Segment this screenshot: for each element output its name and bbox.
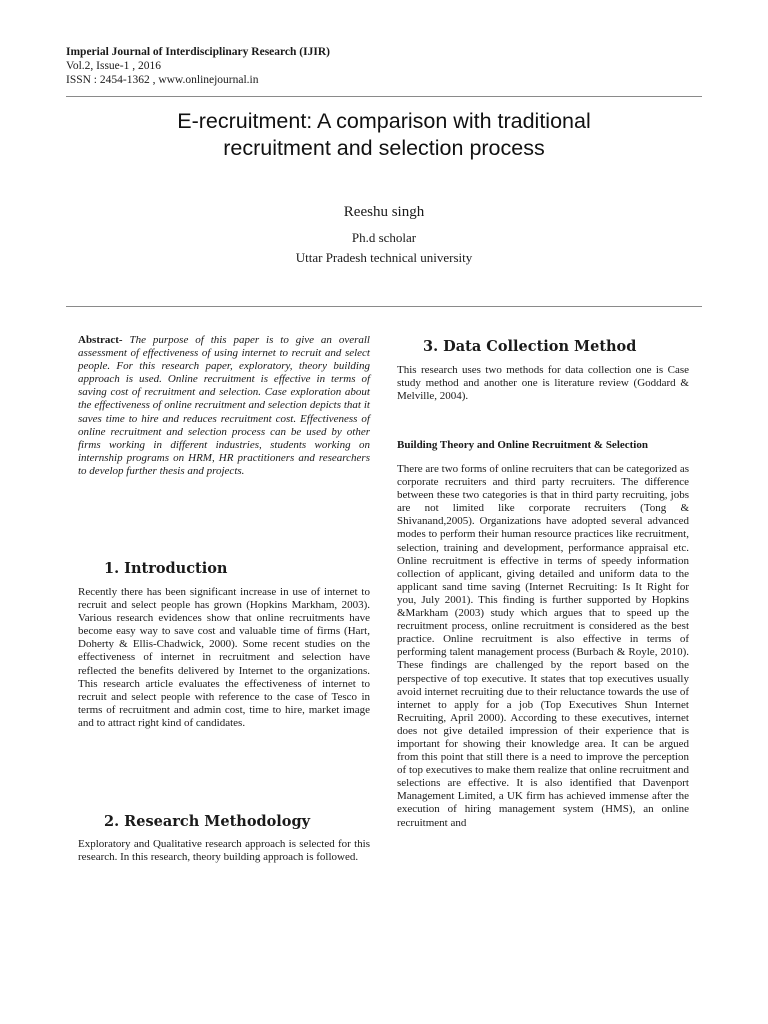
- journal-name: Imperial Journal of Interdisciplinary Research (IJIR): [66, 46, 330, 58]
- introduction-heading: 1. Introduction: [104, 560, 228, 577]
- title-divider: [66, 306, 702, 307]
- abstract-label: Abstract-: [78, 334, 123, 346]
- header-divider: [66, 96, 702, 97]
- data-collection-heading: 3. Data Collection Method: [423, 338, 637, 355]
- journal-volume: Vol.2, Issue-1 , 2016: [66, 60, 161, 72]
- methodology-heading: 2. Research Methodology: [104, 813, 311, 830]
- abstract-text: The purpose of this paper is to give an overall assessment of effectiveness of using internet to recruit and select people. For this research paper, exploratory, theory building approach is used. Online recruitment is effective in terms of saving cost of recruitment and selection. Case exploration about the effectiveness of online recruitment and selection depicts that it saves time to hire and reduces recruitment cost. Effectiveness of online recruitment and selection process can be used by other firms working in different industries, students working on internship programs on HRM, HR practitioners and researchers to develop further thesis and projects.: [78, 334, 370, 477]
- author-university: Uttar Pradesh technical university: [295, 250, 473, 265]
- abstract: [78, 334, 370, 478]
- author-name: Reeshu singh: [343, 204, 425, 220]
- data-collection-body: This research uses two methods for data collection one is Case study method and another one is literature review (Goddard & Melville, 2004).: [397, 364, 689, 403]
- paper-title-line-1: E-recruitment: A comparison with traditional: [177, 109, 591, 133]
- building-theory-body: There are two forms of online recruiters that can be categorized as corporate recruiters and third party recruiters. The difference between these two categories is that in third party recruiting, jobs are not limited like corporate recruiters (Tong & Shivanand,2005). Organizations have adopted several advanced modes to perform their human resource practices like recruitment, selection, training and development, performance appraisal etc. Online recruitment is effective in terms of speedy information collection of applicant, giving detailed and uniform data to the applicant sand time saving (Internet Recruiting: Is It Right for you, July 2001). This finding is further supported by Hopkins &Markham (2003) study which argues that to speed up the recruitment process, online recruitment is considered as the best practice. Online recruitment is also effective in terms of performing talent management process (Burbach & Royle, 2010). These findings are challenged by the report based on the perspective of top executive. It states that top executives usually avoid internet recruiting due to their reluctance towards the use of internet to apply for a job (Top Executives Shun Internet Recruiting, April 2000). According to these executives, internet does not give detailed impression of their experience that is important for showing their knowledge area. It can be argued from this point that still there is a need to improve the perception of top executives to make them realize that online recruitment and selections are effective. It is also identified that Davenport Management Limited, a UK firm has achieved immense after the execution of hiring management system (HMS), an online recruitment and: [397, 463, 689, 829]
- methodology-body: Exploratory and Qualitative research approach is selected for this research. In this research, theory building approach is followed.: [78, 838, 370, 864]
- journal-header: [66, 45, 330, 87]
- paper-title: [66, 108, 702, 162]
- journal-issn: ISSN : 2454-1362 , www.onlinejournal.in: [66, 74, 259, 86]
- introduction-body: Recently there has been significant increase in use of internet to recruit and select people has grown (Hopkins Markham, 2003). Various research evidences show that online recruitments have become easy way to save cost and valuable time of firms (Hart, Doherty & Ellis-Chadwick, 2000). Some recent studies on the effectiveness of internet in recruitment and selection have reflected the benefits delivered by Internet to the organizations. This research article evaluates the effectiveness of internet to recruit and select people with reference to the case of Tesco in terms of recruitment and admin cost, time to hire, market image and to attract right kind of candidates.: [78, 586, 370, 729]
- building-theory-heading: Building Theory and Online Recruitment & Selection: [397, 439, 648, 451]
- paper-title-line-2: recruitment and selection process: [223, 136, 545, 160]
- author-role: Ph.d scholar: [351, 230, 417, 245]
